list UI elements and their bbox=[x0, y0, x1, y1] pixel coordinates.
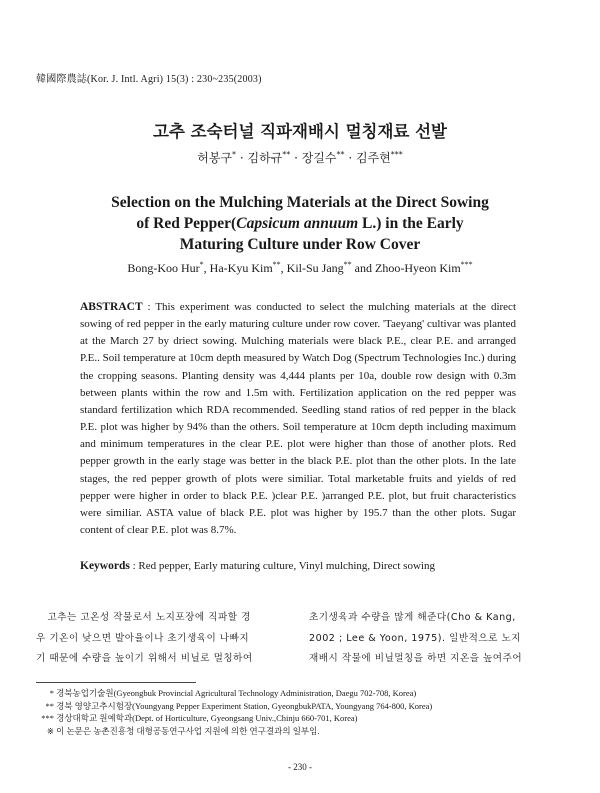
species-name: Capsicum annuum bbox=[236, 215, 359, 232]
footnote-text: 경북 영양고추시험장(Youngyang Pepper Experiment Station, GyeongbukPATA, Youngyang 764-800, Korea) bbox=[56, 700, 433, 711]
author-ko-4: 김주현 bbox=[355, 151, 391, 165]
author-ko-1: 허봉구 bbox=[197, 151, 233, 165]
body-line: 우 기온이 낮으면 발아율이나 초기생육이 나빠지 bbox=[36, 632, 250, 644]
body-line: 2002 ; Lee & Yoon, 1975). 일반적으로 노지 bbox=[309, 632, 521, 644]
abstract-label: ABSTRACT bbox=[80, 301, 143, 313]
author-separator: · bbox=[344, 151, 356, 165]
english-title-line1: Selection on the Mulching Materials at the Direct Sowing bbox=[111, 194, 489, 211]
abstract bbox=[80, 299, 516, 539]
footnote-mark: * bbox=[49, 688, 54, 698]
body-line: 기 때문에 수량을 높이기 위해서 비닐로 멀칭하여 bbox=[36, 653, 253, 664]
author-ko-3-mark: ** bbox=[336, 150, 345, 159]
abstract-separator: : bbox=[142, 301, 156, 313]
footnote bbox=[36, 712, 556, 725]
footnote-text: 경상대학교 원예학과(Dept. of Horticulture, Gyeongsang Univ.,Chinju 660-701, Korea) bbox=[56, 713, 358, 724]
author-separator: · bbox=[236, 151, 248, 165]
keywords-text: Red pepper, Early maturing culture, Vinyl mulching, Direct sowing bbox=[138, 560, 435, 572]
author-and: and bbox=[354, 261, 372, 275]
author-en-4-mark: *** bbox=[460, 260, 473, 269]
abstract-text: This experiment was conducted to select the mulching materials at the direct sowing of red pepper in the early maturing culture under row cover. 'Taeyang' cultivar was planted at the March 27 by driect sowing. Mulching materials were black P.E., clear P.E. and arranged P.E.. Soil temperature at 10cm depth measured by Watch Dog (Spectrum Technologies Inc.) during the cropping seasons. Planting density was 4,444 plants per 10a, double row design with 0.3m between plants within the row and 1.5m with. Fertilization application on the red pepper was standard fertilization which RDA recommended. Seedling stand ratios of red pepper in the black P.E. plot was higher by 94% than the others. Soil temperature at 10cm depth including maximum and minimum temperatures in the clear P.E. plot were higher than those of another plots. Red pepper growth in the early stage was better in the black P.E. plot than the other plots. In the late stages, the red pepper growth of plots were similiar. Total marketable fruits and yields of red pepper were higher in order to black P.E. )clear P.E. )arranged P.E. plot, but fruit characteristics were similiar. ASTA value of black P.E. plot was higher by 195.7 than the other plots. Sugar content of clear P.E. plot was 8.7%. bbox=[80, 301, 516, 537]
keywords-separator: : bbox=[129, 560, 139, 572]
keywords bbox=[80, 560, 516, 572]
korean-title: 고추 조숙터널 직파재배시 멀칭재료 선발 bbox=[153, 122, 447, 141]
author-ko-2-mark: ** bbox=[282, 150, 291, 159]
author-ko-1-mark: * bbox=[232, 150, 237, 159]
body-line: 고추는 고온성 작물로서 노지포장에 직파할 경 bbox=[47, 612, 251, 623]
author-ko-4-mark: *** bbox=[390, 150, 403, 159]
keywords-label: Keywords bbox=[80, 560, 130, 572]
author-en-1-mark: * bbox=[199, 260, 204, 269]
footnote bbox=[36, 687, 556, 700]
english-authors: Bong-Koo Hur*, Ha-Kyu Kim**, Kil-Su Jang** and Zhoo-Hyeon Kim*** bbox=[127, 260, 473, 275]
journal-citation: 韓國際農誌(Kor. J. Intl. Agri) 15(3) : 230~235(2003) bbox=[36, 74, 262, 85]
footnote bbox=[36, 725, 556, 738]
body-column-right bbox=[309, 608, 544, 670]
author-en-1: Bong-Koo Hur bbox=[127, 261, 200, 275]
author-en-2-mark: ** bbox=[272, 260, 281, 269]
author-en-4: Zhoo-Hyeon Kim bbox=[375, 261, 461, 275]
footnote-text: 경북농업기술원(Gyeongbuk Provincial Agricultural Technology Administration, Daegu 702-708, Korea) bbox=[56, 688, 417, 698]
footnote-divider bbox=[36, 682, 196, 683]
english-title bbox=[60, 192, 540, 255]
korean-authors bbox=[0, 149, 600, 166]
author-en-2: Ha-Kyu Kim bbox=[209, 261, 273, 275]
footnote bbox=[36, 700, 556, 713]
footnote-mark: ** bbox=[45, 700, 54, 711]
author-en-3: Kil-Su Jang bbox=[286, 261, 344, 275]
english-title-line2-pre: of Red Pepper( bbox=[136, 215, 237, 232]
footnote-mark: *** bbox=[41, 713, 54, 724]
body-line: 초기생육과 수량을 많게 해준다(Cho & Kang, bbox=[309, 612, 516, 623]
footnote-mark: ※ bbox=[46, 725, 54, 736]
footnotes bbox=[36, 687, 556, 737]
body-line: 재배시 작물에 비닐멀칭을 하면 지온을 높여주어 bbox=[309, 653, 523, 664]
author-ko-3: 장길수 bbox=[301, 151, 337, 165]
author-ko-2: 김하규 bbox=[247, 151, 283, 165]
body-column-left bbox=[36, 608, 271, 670]
english-title-line2-post: L.) in the Early bbox=[358, 215, 464, 232]
author-separator: · bbox=[290, 151, 302, 165]
footnote-text: 이 논문은 농촌진흥청 대형공동연구사업 지원에 의한 연구결과의 일부임. bbox=[56, 725, 320, 736]
english-title-line3: Maturing Culture under Row Cover bbox=[179, 236, 421, 253]
page-number: - 230 - bbox=[288, 762, 312, 772]
author-en-3-mark: ** bbox=[343, 260, 352, 269]
